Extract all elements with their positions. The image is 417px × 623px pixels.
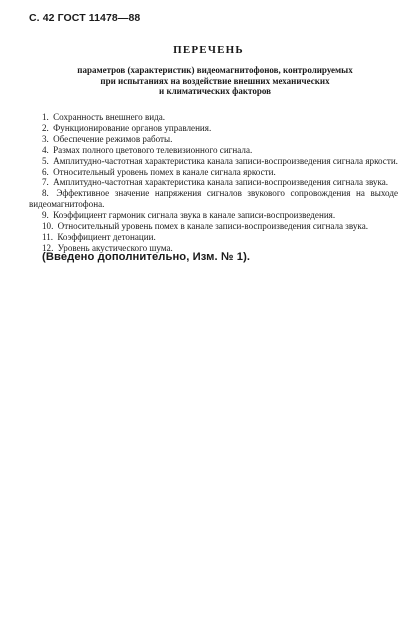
list-item — [29, 177, 398, 188]
item-number: 6. — [42, 166, 49, 177]
list-item — [29, 134, 398, 145]
item-number: 7. — [42, 177, 49, 188]
page-title: ПЕРЕЧЕНЬ — [173, 44, 244, 56]
item-number: 12. — [42, 242, 54, 253]
item-text: Амплитудно-частотная характеристика канала записи-воспроизведения сигнала звука. — [53, 177, 389, 188]
subtitle-line: параметров (характеристик) видеомагнитофонов, контролируемых — [77, 65, 353, 75]
list-item — [29, 210, 398, 221]
item-text: Амплитудно-частотная характеристика канала записи-воспроизведения сигнала яркости. — [53, 155, 398, 166]
item-text: Уровень акустического шума. — [57, 242, 173, 253]
item-number: 3. — [42, 133, 49, 144]
item-text: Функционирование органов управления. — [53, 122, 212, 133]
list-item — [29, 123, 398, 134]
subtitle — [30, 65, 400, 97]
item-text: Относительный уровень помех в канале записи-воспроизведения сигнала звука. — [57, 221, 369, 232]
item-number: 9. — [42, 210, 49, 221]
list-item — [29, 167, 398, 178]
subtitle-line: при испытаниях на воздействие внешних механических — [100, 75, 330, 86]
item-text: Коэффициент гармоник сигнала звука в канале записи-воспроизведения. — [53, 210, 336, 221]
running-head: С. 42 ГОСТ 11478—88 — [29, 12, 141, 24]
item-number: 11. — [42, 231, 54, 242]
item-text: Коэффициент детонации. — [57, 231, 156, 242]
item-number: 2. — [42, 122, 49, 133]
parameter-list — [29, 112, 398, 254]
amendment-note: (Введено дополнительно, Изм. № 1). — [42, 251, 251, 263]
item-text: Размах полного цветового телевизионного сигнала. — [53, 144, 253, 155]
item-number: 8. — [42, 188, 49, 199]
list-item — [29, 221, 398, 232]
list-item — [29, 188, 398, 210]
list-item — [29, 156, 398, 167]
item-text: Сохранность внешнего вида. — [53, 112, 166, 122]
list-item — [29, 232, 398, 243]
list-item — [29, 145, 398, 156]
item-number: 1. — [42, 112, 49, 122]
list-item — [29, 112, 398, 123]
item-number: 4. — [42, 144, 49, 155]
subtitle-line: и климатических факторов — [159, 86, 271, 96]
item-number: 5. — [42, 155, 49, 166]
item-text: Эффективное значение напряжения сигналов звукового сопровождения на выходе видеомагнитофона. — [29, 188, 398, 210]
item-text: Относительный уровень помех в канале сигнала яркости. — [53, 166, 276, 177]
item-text: Обеспечение режимов работы. — [53, 133, 173, 144]
item-number: 10. — [42, 221, 54, 232]
